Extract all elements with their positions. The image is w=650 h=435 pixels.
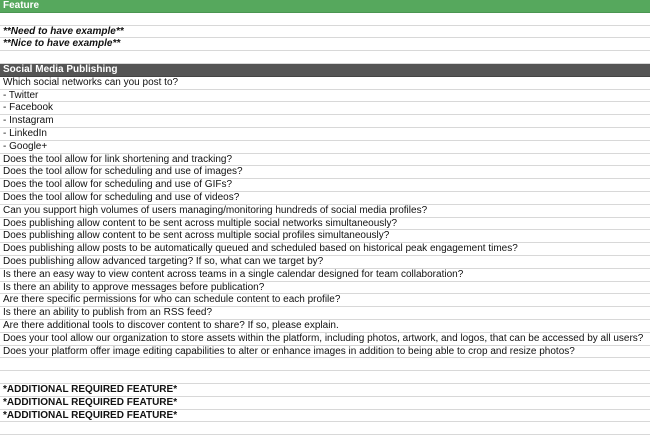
question-cell[interactable]: Does the tool allow for link shortening and tracking? [0,154,650,167]
question-cell[interactable]: - Instagram [0,115,650,128]
question-cell[interactable]: Which social networks can you post to? [0,77,650,90]
question-cell[interactable]: Does the tool allow for scheduling and use of images? [0,166,650,179]
question-cell[interactable]: Does publishing allow posts to be automatically queued and scheduled based on historical peak engagement times? [0,243,650,256]
question-cell[interactable]: Does the tool allow for scheduling and use of videos? [0,192,650,205]
question-cell[interactable]: Are there specific permissions for who can schedule content to each profile? [0,294,650,307]
question-cell[interactable]: Is there an easy way to view content across teams in a single calendar designed for team collaboration? [0,269,650,282]
empty-cell[interactable] [0,422,650,435]
additional-feature-cell[interactable]: *ADDITIONAL REQUIRED FEATURE* [0,384,650,397]
question-cell[interactable]: Does publishing allow advanced targeting? If so, what can we target by? [0,256,650,269]
question-cell[interactable]: Is there an ability to publish from an RSS feed? [0,307,650,320]
empty-cell[interactable] [0,358,650,371]
question-cell[interactable]: - Twitter [0,90,650,103]
nice-example-cell[interactable]: **Nice to have example** [0,38,650,51]
additional-feature-cell[interactable]: *ADDITIONAL REQUIRED FEATURE* [0,397,650,410]
question-list [0,77,650,359]
question-cell[interactable]: Does publishing allow content to be sent across multiple social profiles simultaneously? [0,230,650,243]
question-cell[interactable]: Does your platform offer image editing capabilities to alter or enhance images in addition to being able to crop and resize photos? [0,346,650,359]
additional-feature-cell[interactable]: *ADDITIONAL REQUIRED FEATURE* [0,410,650,423]
empty-cell[interactable] [0,51,650,64]
question-cell[interactable]: - LinkedIn [0,128,650,141]
question-cell[interactable]: Is there an ability to approve messages before publication? [0,282,650,295]
empty-cell[interactable] [0,13,650,26]
empty-cell[interactable] [0,371,650,384]
question-cell[interactable]: - Facebook [0,102,650,115]
section-header-cell[interactable]: Social Media Publishing [0,64,650,77]
question-cell[interactable]: Can you support high volumes of users managing/monitoring hundreds of social media profiles? [0,205,650,218]
header-feature-cell[interactable]: Feature [0,0,650,13]
question-cell[interactable]: Does the tool allow for scheduling and use of GIFs? [0,179,650,192]
question-cell[interactable]: Are there additional tools to discover content to share? If so, please explain. [0,320,650,333]
need-example-cell[interactable]: **Need to have example** [0,26,650,39]
question-cell[interactable]: Does your tool allow our organization to store assets within the platform, including photos, artwork, and logos, that can be accessed by all users? [0,333,650,346]
question-cell[interactable]: - Google+ [0,141,650,154]
question-cell[interactable]: Does publishing allow content to be sent across multiple social networks simultaneously? [0,218,650,231]
